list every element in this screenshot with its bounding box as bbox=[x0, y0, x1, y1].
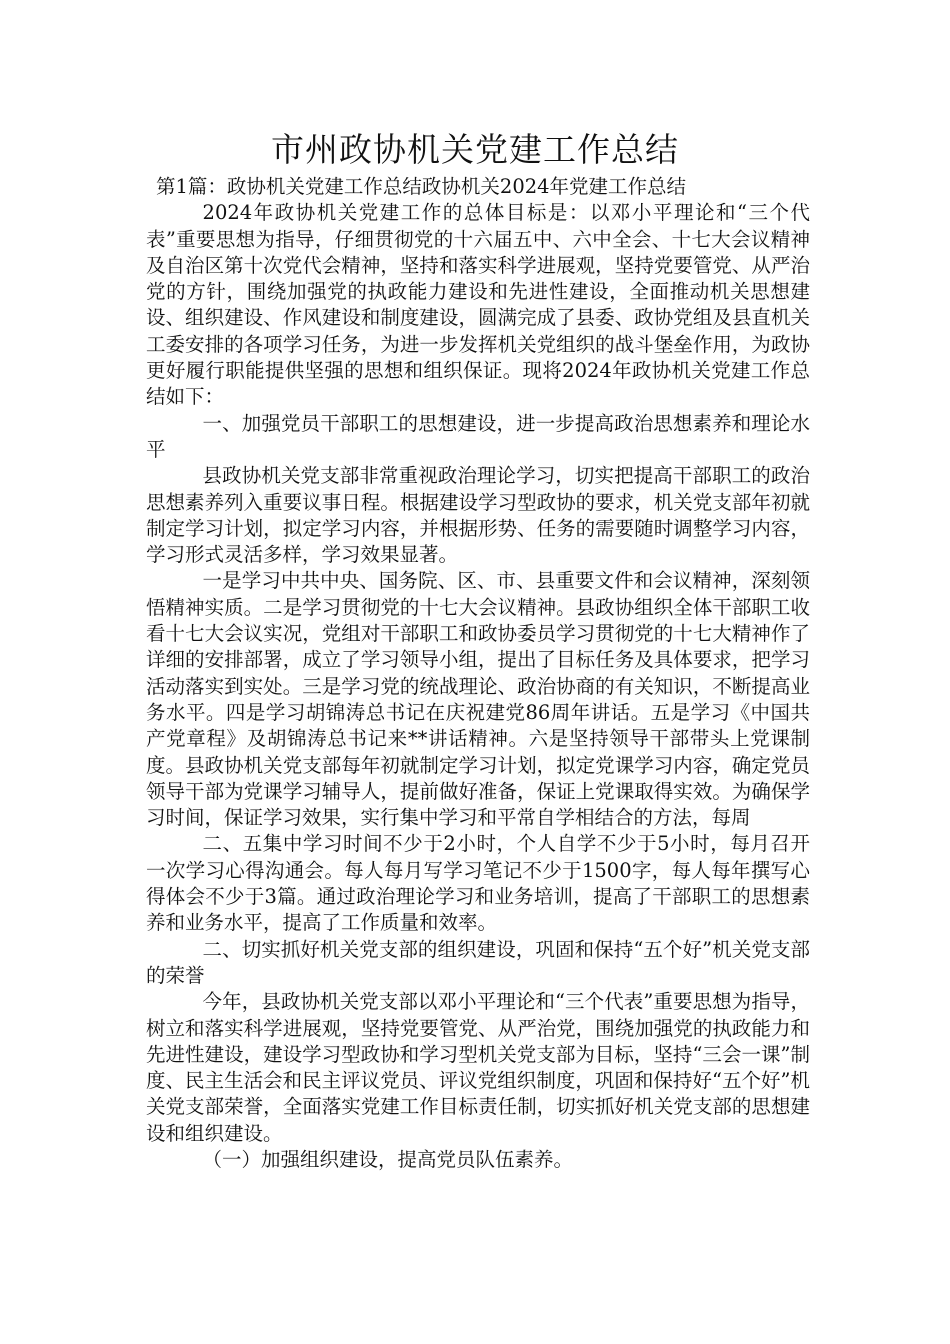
section-heading-1: 一、加强党员干部职工的思想建设，进一步提高政治思想素养和理论水平 bbox=[146, 411, 810, 461]
document-title: 市州政协机关党建工作总结 bbox=[271, 130, 679, 169]
paragraph-study-details: 一是学习中共中央、国务院、区、市、县重要文件和会议精神，深刻领悟精神实质。二是学习贯彻党的十七大会议精神。县政协组织全体干部职工收看十七大会议实况，党组对干部职工和政协委员学习贯彻党的十七大精神作了详细的安排部署，成立了学习领导小组，提出了目标任务及具体要求，把学习活动落实到实处。三是学习党的统战理论、政治协商的有关知识，不断提高业务水平。四是学习胡锦涛总书记在庆祝建党86周年讲话。五是学习《中国共产党章程》及胡锦涛总书记来**讲话精神。六是坚持领导干部带头上党课制度。县政协机关党支部每年初就制定学习计划，拟定党课学习内容，确定党员领导干部为党课学习辅导人，提前做好准备，保证上党课取得实效。为确保学习时间，保证学习效果，实行集中学习和平常自学相结合的方法，每周 bbox=[146, 569, 810, 830]
paragraph-study-overview: 县政协机关党支部非常重视政治理论学习，切实把提高干部职工的政治思想素养列入重要议事日程。根据建设学习型政协的要求，机关党支部年初就制定学习计划，拟定学习内容，并根据形势、任务的需要随时调整学习内容，学习形式灵活多样，学习效果显著。 bbox=[146, 464, 810, 567]
document-body bbox=[146, 174, 810, 1173]
section-heading-2: 二、切实抓好机关党支部的组织建设，巩固和保持“五个好”机关党支部的荣誉 bbox=[146, 937, 810, 987]
paragraph-study-schedule: 二、五集中学习时间不少于2小时，个人自学不少于5小时，每月召开一次学习心得沟通会。每人每月写学习笔记不少于1500字，每人每年撰写心得体会不少于3篇。通过政治理论学习和业务培训，提高了干部职工的思想素养和业务水平，提高了工作质量和效率。 bbox=[146, 832, 810, 935]
paragraph-organization: 今年，县政协机关党支部以邓小平理论和“三个代表”重要思想为指导，树立和落实科学进展观，坚持党要管党、从严治党，围绕加强党的执政能力和先进性建设，建设学习型政协和学习型机关党支部为目标，坚持“三会一课”制度、民主生活会和民主评议党员、评议党组织制度，巩固和保持好“五个好”机关党支部荣誉，全面落实党建工作目标责任制，切实抓好机关党支部的思想建设和组织建设。 bbox=[146, 990, 810, 1145]
sub-heading-1: （一）加强组织建设，提高党员队伍素养。 bbox=[202, 1147, 574, 1171]
document-subtitle: 第1篇：政协机关党建工作总结政协机关2024年党建工作总结 bbox=[156, 175, 687, 198]
paragraph-intro: 2024年政协机关党建工作的总体目标是：以邓小平理论和“三个代表”重要思想为指导，仔细贯彻党的十六届五中、六中全会、十七大会议精神及自治区第十次党代会精神，坚持和落实科学进展观，坚持党要管党、从严治党的方针，围绕加强党的执政能力建设和先进性建设，全面推动机关思想建设、组织建设、作风建设和制度建设，圆满完成了县委、政协党组及县直机关工委安排的各项学习任务，为进一步发挥机关党组织的战斗堡垒作用，为政协更好履行职能提供坚强的思想和组织保证。现将2024年政协机关党建工作总结如下： bbox=[146, 201, 810, 409]
